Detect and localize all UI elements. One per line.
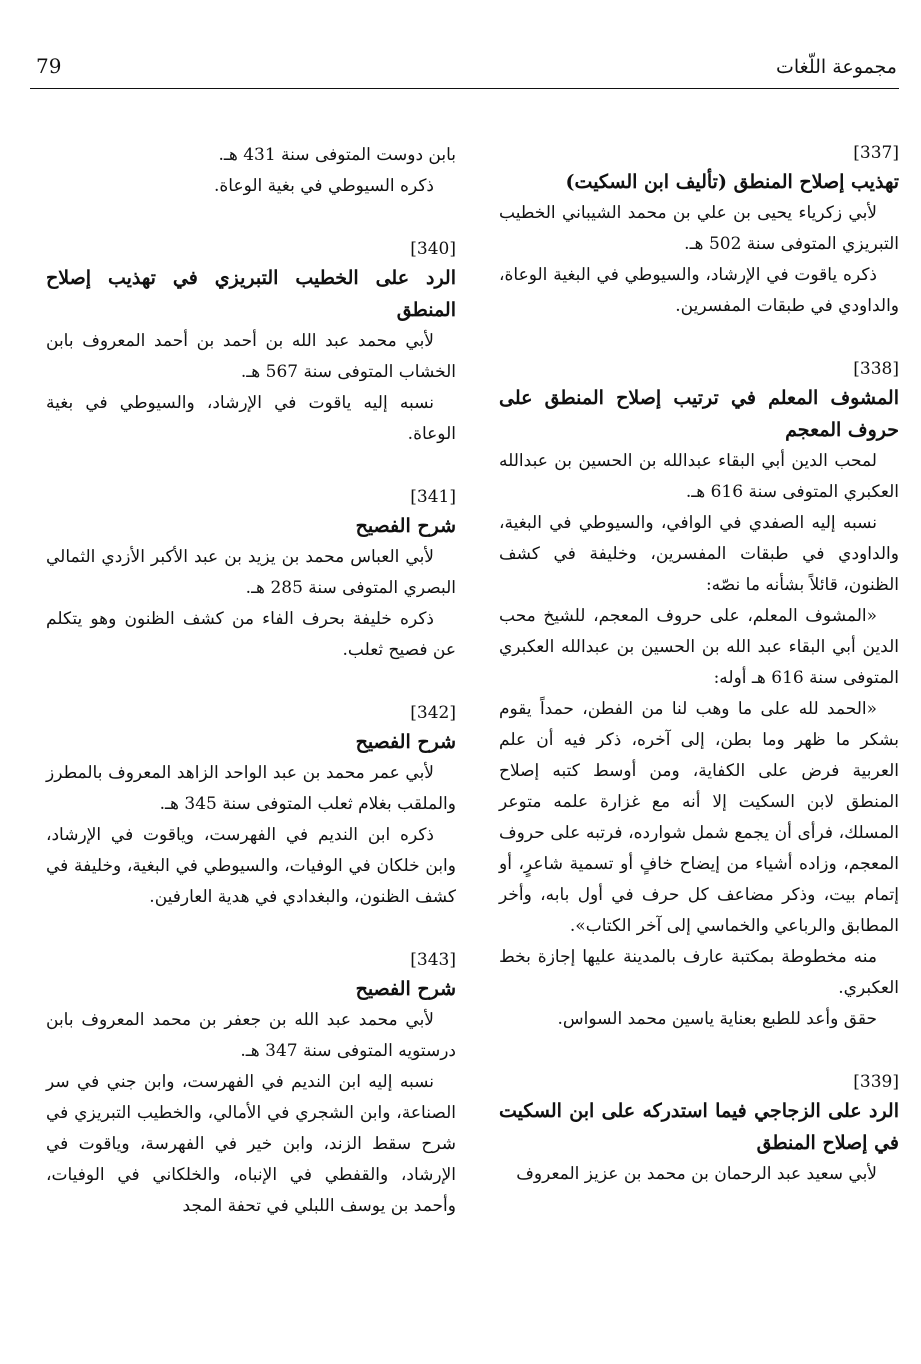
entry-paragraph: لأبي عمر محمد بن عبد الواحد الزاهد المعروف بالمطرز والملقب بغلام ثعلب المتوفى سنة 345 هـ.: [46, 763, 456, 814]
entry-paragraph: نسبه إليه الصفدي في الوافي، والسيوطي في البغية، والداودي في طبقات المفسرين، وخليفة في كشف الظنون، قائلاً بشأنه ما نصّه:: [499, 513, 899, 595]
page-header: [30, 48, 899, 88]
entry-number: [342]: [410, 703, 456, 723]
entry-339-continuation: [46, 140, 456, 202]
running-title: مجموعة اللّغات: [775, 56, 897, 78]
entry-title: شرح الفصيح: [355, 978, 456, 1000]
entry-paragraph: ذكره خليفة بحرف الفاء من كشف الظنون وهو يتكلم عن فصيح ثعلب.: [46, 609, 456, 660]
entry-339: [499, 1069, 899, 1190]
entry-paragraph: نسبه إليه ابن النديم في الفهرست، وابن جني في سر الصناعة، وابن الشجري في الأمالي، والخطيب التبريزي في شرح سقط الزند، وابن خير في الفهرسة، وياقوت في الإرشاد، والقفطي في الإنباه، والخلكاني في الوفيات، وأحمد بن يوسف اللبلي في تحفة المجد: [46, 1072, 456, 1216]
entry-number: [338]: [853, 359, 899, 379]
entry-340: [46, 236, 456, 450]
entry-paragraph: منه مخطوطة بمكتبة عارف بالمدينة عليها إجازة بخط العكبري.: [499, 947, 899, 998]
entry-paragraph: لأبي محمد عبد الله بن أحمد بن أحمد المعروف بابن الخشاب المتوفى سنة 567 هـ.: [46, 331, 456, 382]
entry-number: [343]: [410, 950, 456, 970]
entry-342: [46, 700, 456, 913]
entry-paragraph: لأبي زكرياء يحيى بن علي بن محمد الشيباني الخطيب التبريزي المتوفى سنة 502 هـ.: [499, 203, 899, 254]
entry-title: الرد على الخطيب التبريزي في تهذيب إصلاح المنطق: [46, 267, 456, 321]
entry-title: تهذيب إصلاح المنطق (تأليف ابن السكيت): [565, 171, 899, 193]
page-number: 79: [36, 54, 62, 78]
entry-343: [46, 947, 456, 1222]
entry-paragraph: لأبي العباس محمد بن يزيد بن عبد الأكبر الأزدي الثمالي البصري المتوفى سنة 285 هـ.: [46, 547, 456, 598]
left-column: [46, 140, 456, 1256]
entry-paragraph: لأبي محمد عبد الله بن جعفر بن محمد المعروف بابن درستويه المتوفى سنة 347 هـ.: [46, 1010, 456, 1061]
entry-341: [46, 484, 456, 666]
entry-paragraph: نسبه إليه ياقوت في الإرشاد، والسيوطي في بغية الوعاة.: [46, 393, 456, 444]
entry-title: المشوف المعلم في ترتيب إصلاح المنطق على حروف المعجم: [499, 387, 899, 441]
entry-338: [499, 356, 899, 1035]
entry-paragraph: حقق وأعد للطبع بعناية ياسين محمد السواس.: [557, 1009, 877, 1029]
continuation-text: ذكره السيوطي في بغية الوعاة.: [213, 176, 434, 196]
entry-number: [340]: [410, 239, 456, 259]
entry-title: الرد على الزجاجي فيما استدركه على ابن السكيت في إصلاح المنطق: [499, 1100, 899, 1154]
entry-paragraph: لأبي سعيد عبد الرحمان بن محمد بن عزيز المعروف: [516, 1164, 877, 1184]
entry-title: شرح الفصيح: [355, 515, 456, 537]
right-column: [499, 140, 899, 1224]
entry-quote: «الحمد لله على ما وهب لنا من الفطن، حمداً يقوم بشكر ما ظهر وما بطن، إلى آخره، ذكر فيه أن علم العربية فرض على الكفاية، ومن أوسط كتبه إصلاح المنطق لابن السكيت إلا أنه مع غزارة علمه متوعر المسلك، فرأى أن يجمع شمل شوارده، فرتبه على حروف المعجم، وزاده أشياء من إيضاح خافٍ أو تسمية شاعرٍ، أو إتمام بيت، وذكر مضاعف كل حرف في أول بابه، وأخر المطابق والرباعي والخماسي إلى آخر الكتاب».: [499, 699, 899, 936]
entry-title: شرح الفصيح: [355, 731, 456, 753]
entry-number: [341]: [410, 487, 456, 507]
entry-paragraph: ذكره ياقوت في الإرشاد، والسيوطي في البغية الوعاة، والداودي في طبقات المفسرين.: [499, 265, 899, 316]
entry-quote: «المشوف المعلم، على حروف المعجم، للشيخ محب الدين أبي البقاء عبد الله بن الحسين بن عبدالله العكبري المتوفى سنة 616 هـ أوله:: [499, 606, 899, 688]
header-rule: [30, 88, 899, 89]
entry-number: [339]: [853, 1072, 899, 1092]
continuation-text: بابن دوست المتوفى سنة 431 هـ.: [218, 145, 456, 165]
entry-paragraph: ذكره ابن النديم في الفهرست، وياقوت في الإرشاد، وابن خلكان في الوفيات، والسيوطي في البغية، وخليفة في كشف الظنون، والبغدادي في هدية العارفين.: [46, 825, 456, 907]
entry-paragraph: لمحب الدين أبي البقاء عبدالله بن الحسين بن عبدالله العكبري المتوفى سنة 616 هـ.: [499, 451, 899, 502]
entry-337: [499, 140, 899, 322]
entry-number: [337]: [853, 143, 899, 163]
